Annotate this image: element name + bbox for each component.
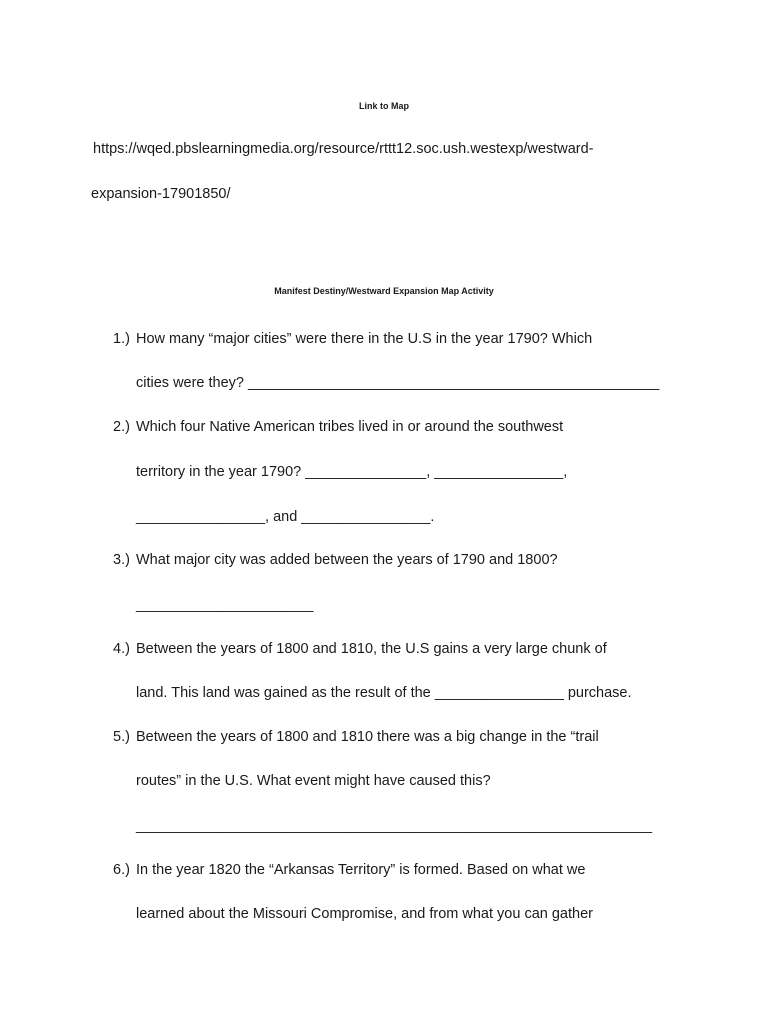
- question-3-number: 3.): [113, 552, 130, 568]
- question-6-number: 6.): [113, 862, 130, 878]
- map-url-line-1[interactable]: https://wqed.pbslearningmedia.org/resource/rttt12.soc.ush.westexp/westward-: [93, 141, 594, 157]
- question-1-number: 1.): [113, 331, 130, 347]
- question-5-number: 5.): [113, 729, 130, 745]
- question-1-line-2: cities were they? ___________________________________________________: [136, 375, 660, 391]
- worksheet-title: Manifest Destiny/Westward Expansion Map Activity: [274, 286, 494, 296]
- question-4-number: 4.): [113, 641, 130, 657]
- map-url-line-2[interactable]: expansion-17901850/: [91, 186, 231, 202]
- question-2-line-3: ________________, and ________________.: [136, 509, 435, 525]
- question-2-line-1: Which four Native American tribes lived in or around the southwest: [136, 419, 564, 435]
- question-1-line-1: How many “major cities” were there in the U.S in the year 1790? Which: [136, 331, 593, 347]
- question-4-line-1: Between the years of 1800 and 1810, the U.S gains a very large chunk of: [136, 641, 607, 657]
- question-6-line-2: learned about the Missouri Compromise, and from what you can gather: [136, 906, 593, 922]
- question-3-line-1: What major city was added between the years of 1790 and 1800?: [136, 552, 558, 568]
- question-2-line-2: territory in the year 1790? _______________, ________________,: [136, 464, 568, 480]
- question-6-line-1: In the year 1820 the “Arkansas Territory” is formed. Based on what we: [136, 862, 586, 878]
- question-5-line-2: routes” in the U.S. What event might have caused this?: [136, 773, 491, 789]
- question-3-line-2: ______________________: [136, 597, 314, 613]
- link-heading: Link to Map: [359, 101, 409, 111]
- question-5-line-1: Between the years of 1800 and 1810 there was a big change in the “trail: [136, 729, 599, 745]
- question-2-number: 2.): [113, 419, 130, 435]
- question-4-line-2: land. This land was gained as the result of the ________________ purchase.: [136, 685, 632, 701]
- question-5-line-3: ________________________________________________________________: [136, 818, 653, 834]
